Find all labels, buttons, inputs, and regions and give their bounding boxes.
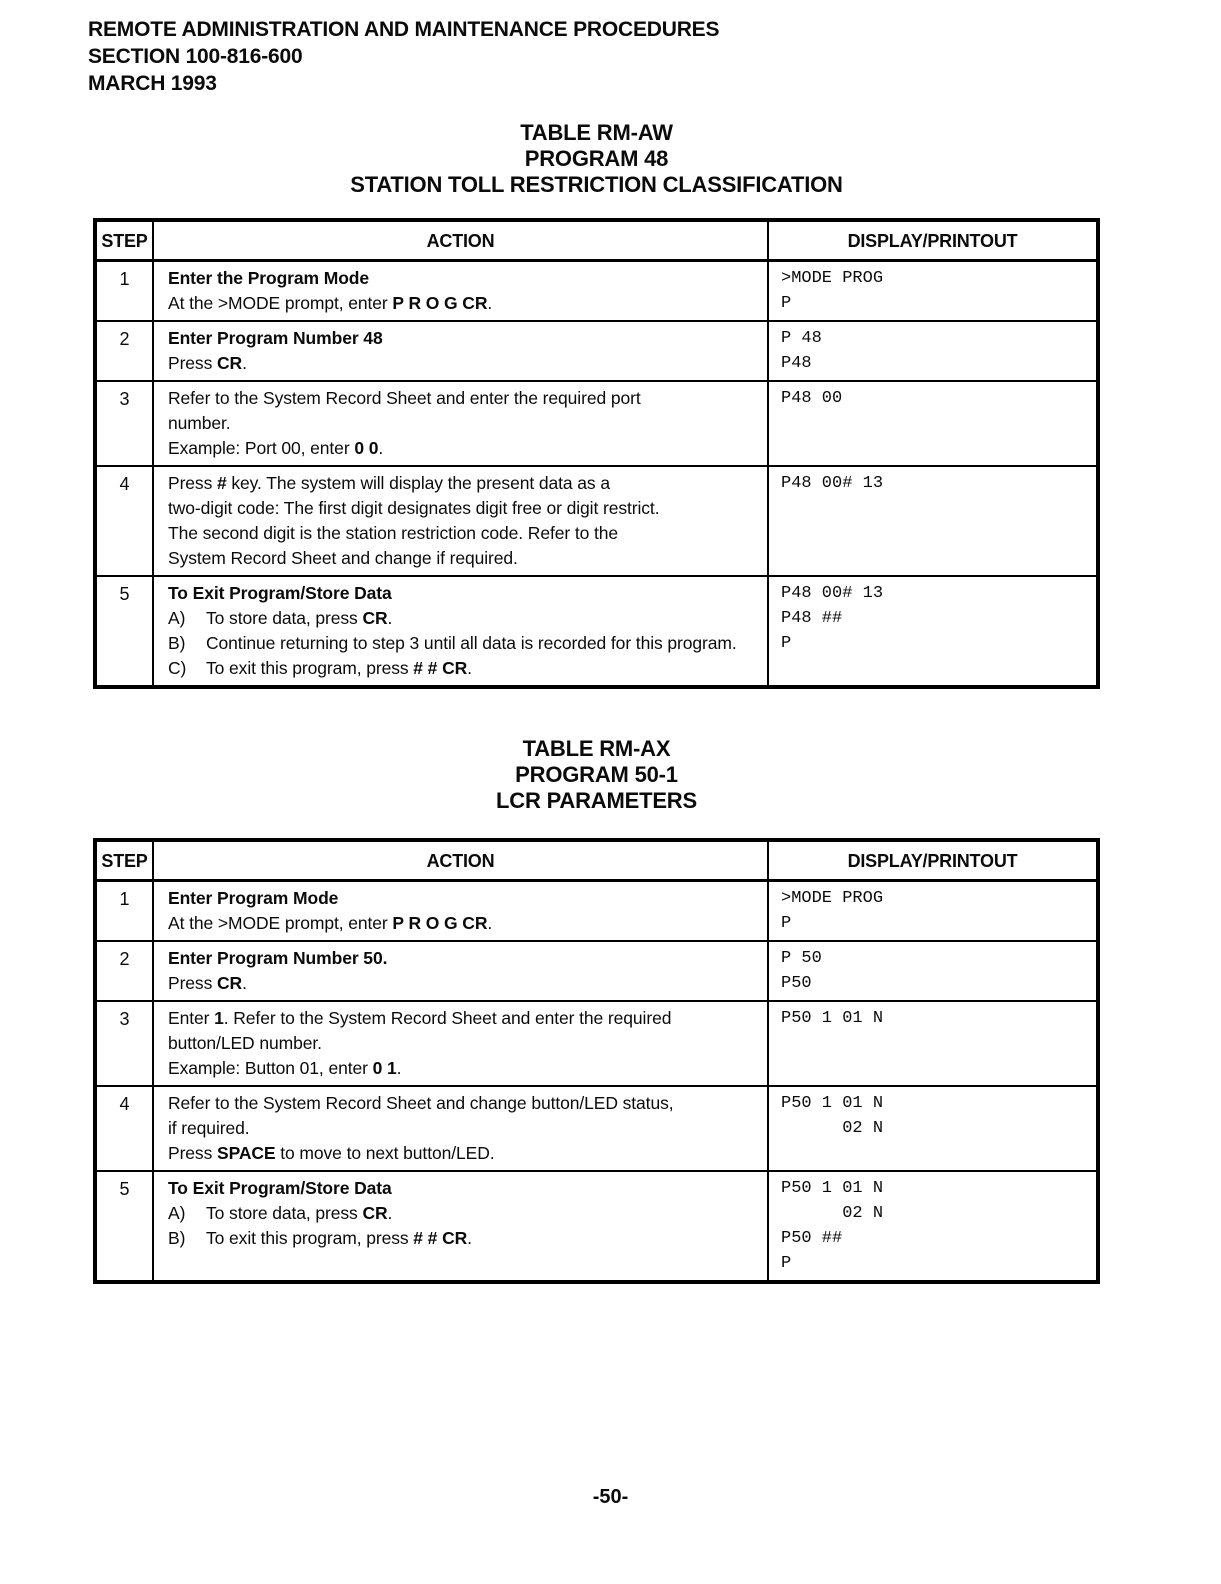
column-header-action: ACTION bbox=[152, 222, 767, 259]
table-title-line: STATION TOLL RESTRICTION CLASSIFICATION bbox=[350, 172, 843, 197]
action-line bbox=[168, 326, 757, 351]
table-row bbox=[97, 575, 1096, 685]
step-number: 1 bbox=[119, 269, 130, 289]
display-line: P bbox=[781, 294, 792, 313]
display-cell bbox=[767, 942, 1096, 1000]
step-number: 1 bbox=[119, 889, 130, 909]
step-number: 2 bbox=[119, 949, 130, 969]
page-header bbox=[88, 16, 719, 97]
action-text: Press bbox=[168, 353, 217, 373]
action-text: . bbox=[387, 608, 393, 628]
action-line bbox=[168, 656, 757, 681]
page-header-line: MARCH 1993 bbox=[88, 72, 217, 95]
key-label: # bbox=[217, 473, 227, 493]
action-line bbox=[168, 411, 757, 436]
action-text: Example: Port 00, enter bbox=[168, 438, 355, 458]
table-title-line: TABLE RM-AX bbox=[522, 736, 671, 761]
list-text bbox=[206, 631, 757, 656]
action-line bbox=[168, 1031, 757, 1056]
action-line bbox=[168, 1176, 757, 1201]
list-text bbox=[206, 606, 757, 631]
action-line bbox=[168, 1091, 757, 1116]
step-number: 5 bbox=[119, 584, 130, 604]
action-text: The second digit is the station restriction code. Refer to the bbox=[168, 523, 619, 543]
action-line bbox=[168, 886, 757, 911]
action-cell bbox=[152, 577, 767, 685]
table-rm-ax bbox=[93, 838, 1100, 1284]
key-label: CR bbox=[217, 973, 243, 993]
list-label: C) bbox=[168, 658, 187, 678]
action-text: key. The system will display the present data as a bbox=[226, 473, 610, 493]
action-text: To exit this program, press bbox=[206, 1228, 414, 1248]
display-line: P48 00# 13 bbox=[781, 584, 884, 603]
key-label: CR bbox=[362, 1203, 388, 1223]
key-label: To Exit Program/Store Data bbox=[168, 583, 392, 603]
display-line: 02 N bbox=[781, 1204, 884, 1223]
key-label: Enter Program Mode bbox=[168, 888, 339, 908]
action-text: . bbox=[242, 353, 247, 373]
action-line bbox=[168, 1141, 757, 1166]
action-text: . Refer to the System Record Sheet and enter the required bbox=[223, 1008, 672, 1028]
display-cell bbox=[767, 1002, 1096, 1085]
action-text: Refer to the System Record Sheet and change button/LED status, bbox=[168, 1093, 674, 1113]
column-header-step: STEP bbox=[101, 851, 148, 871]
page-header-line: REMOTE ADMINISTRATION AND MAINTENANCE PROCEDURES bbox=[88, 18, 720, 41]
action-text: . bbox=[487, 293, 493, 313]
list-text bbox=[206, 1201, 757, 1226]
table-row bbox=[97, 1170, 1096, 1280]
action-line bbox=[168, 1006, 757, 1031]
action-cell bbox=[152, 262, 767, 320]
action-line bbox=[168, 581, 757, 606]
key-label: Enter the Program Mode bbox=[168, 268, 370, 288]
page-header-line: SECTION 100-816-600 bbox=[88, 45, 303, 68]
display-line: P bbox=[781, 914, 792, 933]
display-line: P48 00 bbox=[781, 389, 843, 408]
column-header-step: STEP bbox=[101, 231, 148, 251]
action-text: Enter bbox=[168, 1008, 215, 1028]
display-cell bbox=[767, 1087, 1096, 1170]
display-line: P48 00# 13 bbox=[781, 474, 884, 493]
column-header-action: ACTION bbox=[152, 842, 767, 879]
action-line bbox=[168, 606, 757, 631]
list-label: B) bbox=[168, 1228, 186, 1248]
key-label: P R O G CR bbox=[392, 293, 488, 313]
display-cell bbox=[767, 882, 1096, 940]
action-text: Press bbox=[168, 473, 217, 493]
table-row bbox=[97, 465, 1096, 575]
action-line bbox=[168, 291, 757, 316]
display-cell bbox=[767, 382, 1096, 465]
action-text: . bbox=[396, 1058, 402, 1078]
action-line bbox=[168, 386, 757, 411]
action-text: . bbox=[467, 658, 472, 678]
table-title-line: PROGRAM 50-1 bbox=[515, 762, 678, 787]
key-label: 1 bbox=[214, 1008, 224, 1028]
action-line bbox=[168, 946, 757, 971]
key-label: CR bbox=[217, 353, 243, 373]
action-text: to move to next button/LED. bbox=[275, 1143, 495, 1163]
action-text: Press bbox=[168, 1143, 217, 1163]
action-line bbox=[168, 546, 757, 571]
table-title-line: LCR PARAMETERS bbox=[496, 788, 697, 813]
table-row bbox=[97, 260, 1096, 320]
display-line: P 48 bbox=[781, 329, 822, 348]
list-text bbox=[206, 1226, 757, 1251]
action-text: Refer to the System Record Sheet and enter the required port bbox=[168, 388, 641, 408]
display-line: P bbox=[781, 634, 792, 653]
action-line bbox=[168, 351, 757, 376]
action-line bbox=[168, 496, 757, 521]
action-text: number. bbox=[168, 413, 231, 433]
action-text: System Record Sheet and change if required. bbox=[168, 548, 518, 568]
table-row bbox=[97, 380, 1096, 465]
action-text: Example: Button 01, enter bbox=[168, 1058, 373, 1078]
key-label: SPACE bbox=[217, 1143, 276, 1163]
list-text bbox=[206, 656, 757, 681]
step-number: 3 bbox=[119, 1009, 130, 1029]
display-cell bbox=[767, 577, 1096, 685]
display-cell bbox=[767, 322, 1096, 380]
action-text: . bbox=[378, 438, 384, 458]
action-line bbox=[168, 436, 757, 461]
action-line bbox=[168, 471, 757, 496]
column-header-display-printout: DISPLAY/PRINTOUT bbox=[767, 842, 1096, 879]
action-line bbox=[168, 1226, 757, 1251]
action-text: At the >MODE prompt, enter bbox=[168, 293, 393, 313]
step-number: 4 bbox=[119, 474, 130, 494]
key-label: Enter Program Number 48 bbox=[168, 328, 383, 348]
table-row bbox=[97, 880, 1096, 940]
table-title-rm-aw bbox=[93, 120, 1100, 198]
action-line bbox=[168, 1201, 757, 1226]
action-text: To exit this program, press bbox=[206, 658, 414, 678]
action-line bbox=[168, 971, 757, 996]
action-line bbox=[168, 266, 757, 291]
key-label: P R O G CR bbox=[392, 913, 488, 933]
list-label: A) bbox=[168, 608, 186, 628]
step-number: 2 bbox=[119, 329, 130, 349]
column-header-display-printout: DISPLAY/PRINTOUT bbox=[767, 222, 1096, 259]
action-text: . bbox=[487, 913, 493, 933]
action-line bbox=[168, 911, 757, 936]
action-text: Continue returning to step 3 until all data is recorded for this program. bbox=[206, 633, 737, 653]
display-line: P50 ## bbox=[781, 1229, 843, 1248]
table-row bbox=[97, 320, 1096, 380]
table-header-row bbox=[97, 842, 1096, 880]
table-row bbox=[97, 1000, 1096, 1085]
action-text: To store data, press bbox=[206, 608, 363, 628]
action-cell bbox=[152, 322, 767, 380]
display-line: P50 1 01 N bbox=[781, 1009, 884, 1028]
display-line: P50 1 01 N bbox=[781, 1179, 884, 1198]
action-text: At the >MODE prompt, enter bbox=[168, 913, 393, 933]
display-line: P bbox=[781, 1254, 792, 1273]
action-line bbox=[168, 1056, 757, 1081]
action-line bbox=[168, 1116, 757, 1141]
display-line: >MODE PROG bbox=[781, 269, 884, 288]
action-cell bbox=[152, 382, 767, 465]
table-header-row bbox=[97, 222, 1096, 260]
action-text: two-digit code: The first digit designates digit free or digit restrict. bbox=[168, 498, 660, 518]
action-text: . bbox=[387, 1203, 393, 1223]
action-text: button/LED number. bbox=[168, 1033, 322, 1053]
display-line: P50 bbox=[781, 974, 812, 993]
key-label: CR bbox=[362, 608, 388, 628]
action-line bbox=[168, 521, 757, 546]
table-row bbox=[97, 940, 1096, 1000]
display-line: P48 bbox=[781, 354, 812, 373]
step-number: 5 bbox=[119, 1179, 130, 1199]
action-cell bbox=[152, 942, 767, 1000]
display-cell bbox=[767, 262, 1096, 320]
step-number: 3 bbox=[119, 389, 130, 409]
action-cell bbox=[152, 467, 767, 575]
action-cell bbox=[152, 1002, 767, 1085]
action-text: To store data, press bbox=[206, 1203, 363, 1223]
display-line: >MODE PROG bbox=[781, 889, 884, 908]
key-label: Enter Program Number 50. bbox=[168, 948, 388, 968]
display-line: 02 N bbox=[781, 1119, 884, 1138]
key-label: 0 0 bbox=[354, 438, 379, 458]
display-cell bbox=[767, 1172, 1096, 1280]
action-text: Press bbox=[168, 973, 217, 993]
table-title-line: TABLE RM-AW bbox=[520, 120, 673, 145]
action-cell bbox=[152, 1172, 767, 1280]
action-text: . bbox=[242, 973, 247, 993]
action-text: if required. bbox=[168, 1118, 250, 1138]
list-label: A) bbox=[168, 1203, 186, 1223]
display-cell bbox=[767, 467, 1096, 575]
key-label: To Exit Program/Store Data bbox=[168, 1178, 392, 1198]
key-label: # # CR bbox=[413, 658, 468, 678]
list-label: B) bbox=[168, 633, 186, 653]
key-label: # # CR bbox=[413, 1228, 468, 1248]
table-rm-aw bbox=[93, 218, 1100, 689]
table-row bbox=[97, 1085, 1096, 1170]
action-text: . bbox=[467, 1228, 472, 1248]
page-number: -50- bbox=[592, 1486, 629, 1508]
display-line: P50 1 01 N bbox=[781, 1094, 884, 1113]
step-number: 4 bbox=[119, 1094, 130, 1114]
action-cell bbox=[152, 882, 767, 940]
display-line: P 50 bbox=[781, 949, 822, 968]
table-title-line: PROGRAM 48 bbox=[524, 146, 669, 171]
action-cell bbox=[152, 1087, 767, 1170]
table-title-rm-ax bbox=[93, 736, 1100, 814]
action-line bbox=[168, 631, 757, 656]
key-label: 0 1 bbox=[372, 1058, 397, 1078]
display-line: P48 ## bbox=[781, 609, 843, 628]
